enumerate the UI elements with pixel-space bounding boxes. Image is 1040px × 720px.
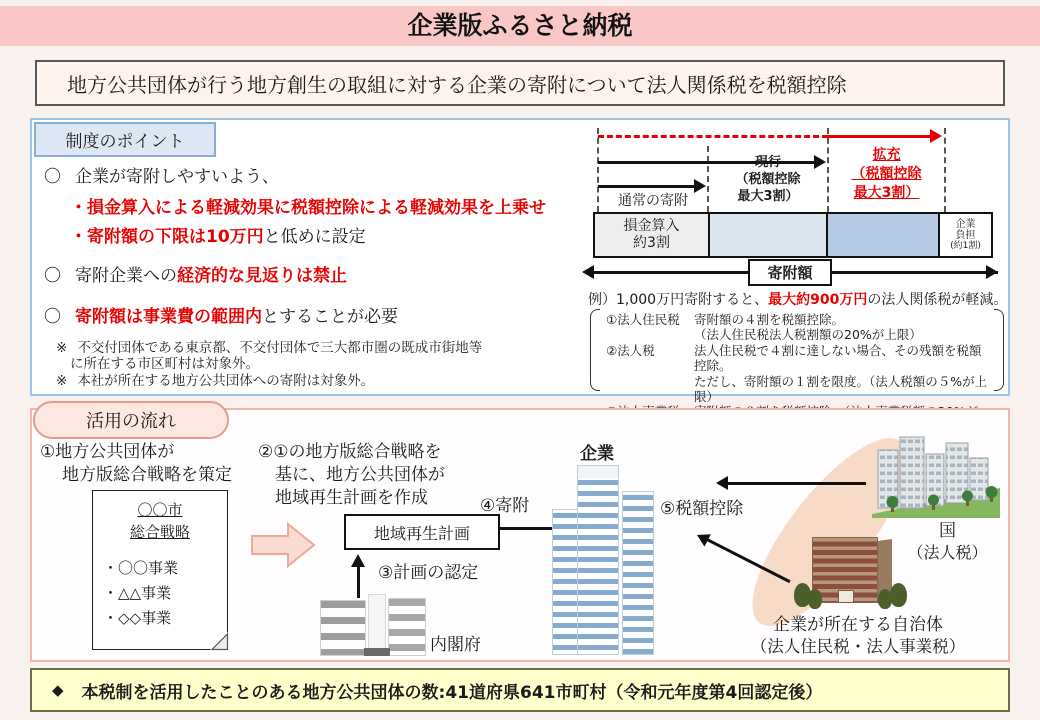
strategy-document bbox=[92, 490, 228, 650]
subtitle-box bbox=[35, 60, 1005, 106]
document-item: ・〇〇事業 bbox=[103, 559, 179, 577]
bullet-marker: 〇 bbox=[44, 167, 61, 187]
cabinet-office-building-illustration bbox=[316, 590, 428, 656]
bullet-2-red: 経済的な見返りは禁止 bbox=[177, 266, 347, 286]
bar-segment-expanded-credit bbox=[826, 214, 938, 256]
bar-segment-loss-inclusion: 損金算入 約3割 bbox=[595, 214, 708, 256]
point-sub-2 bbox=[70, 222, 366, 247]
document-strategy-title: 総合戦略 bbox=[129, 523, 190, 541]
municipality-tax-label: （法人住民税・法人事業税） bbox=[750, 637, 966, 656]
expansion-arrow-line bbox=[828, 135, 932, 138]
deduction-bar bbox=[593, 212, 993, 258]
nation-cityscape-illustration bbox=[872, 430, 1000, 518]
regional-plan-box: 地域再生計画 bbox=[344, 514, 500, 550]
note-marker: ※ bbox=[56, 373, 68, 389]
bracket-right bbox=[994, 309, 1004, 391]
certification-arrowhead-icon bbox=[351, 554, 365, 567]
donation-span-right-arrowhead-icon bbox=[986, 265, 998, 279]
note-marker: ※ bbox=[56, 340, 68, 356]
bullet-marker: 〇 bbox=[44, 266, 61, 286]
flow-section-label: 活用の流れ bbox=[33, 401, 229, 439]
flow-block-arrow-icon bbox=[250, 520, 316, 570]
document-item: ・△△事業 bbox=[103, 584, 172, 602]
normal-donation-label: 通常の寄附 bbox=[618, 193, 688, 209]
diamond-icon: ◆ bbox=[52, 681, 64, 699]
bullet-3-red: 寄附額は事業費の範囲内 bbox=[75, 307, 262, 327]
point-sub-1: ・損金算入による軽減効果に税額控除による軽減効果を上乗せ bbox=[70, 198, 546, 218]
document-item-list bbox=[103, 556, 227, 631]
bullet-3-rest: とすることが必要 bbox=[262, 307, 398, 327]
footer-bar bbox=[30, 668, 1010, 712]
subtitle-text: 地方公共団体が行う地方創生の取組に対する企業の寄附について法人関係税を税額控除 bbox=[67, 72, 847, 97]
expansion-label: 拡充 （税額控除 最大3割） bbox=[851, 147, 922, 201]
nation-tax-label: （法人税） bbox=[907, 543, 988, 562]
tax-notes bbox=[590, 309, 1004, 405]
bullet-marker: 〇 bbox=[44, 307, 61, 327]
flow-step-5-label: ⑤税額控除 bbox=[660, 499, 744, 519]
point-note-2 bbox=[56, 369, 374, 389]
expansion-arrow-dashed bbox=[598, 135, 828, 138]
nation-label: 国 bbox=[939, 521, 956, 541]
points-section-label: 制度のポイント bbox=[34, 122, 216, 157]
donation-span-left-arrowhead-icon bbox=[582, 265, 594, 279]
flow-step-3-label: ③計画の認定 bbox=[378, 563, 479, 583]
page-fold-icon bbox=[209, 631, 229, 651]
page-title: 企業版ふるさと納税 bbox=[407, 11, 633, 40]
page-header bbox=[0, 6, 1040, 46]
bar-segment-company-burden: 企業 負担 (約1割) bbox=[938, 214, 991, 256]
example-amount: 最大約900万円 bbox=[768, 292, 868, 308]
bullet-1-text: 企業が寄附しやすいよう、 bbox=[75, 167, 279, 187]
flow-step-4-label: ④寄附 bbox=[480, 496, 530, 516]
current-label: 現行 （税額控除 最大3割） bbox=[735, 155, 801, 204]
flow-step-2-line-1: ②①の地方版総合戦略を bbox=[258, 442, 442, 462]
document-item: ・◇◇事業 bbox=[103, 609, 172, 627]
tax-note-row: ②法人税 法人住民税で４割に達しない場合、その残額を税額控除。 ただし、寄附額の１割を限度。（法人税額の５%が上限） bbox=[606, 342, 988, 405]
company-label: 企業 bbox=[580, 444, 614, 464]
footer-text: 本税制を活用したことのある地方公共団体の数:41道府県641市町村（令和元年度第4回認定後） bbox=[81, 682, 823, 703]
example-line: 例）1,000万円寄附すると、最大約900万円の法人関係税が軽減。 bbox=[588, 292, 1008, 308]
note-2-text: 本社が所在する地方公共団体への寄附は対象外。 bbox=[77, 373, 375, 389]
document-city-title: 〇〇市 bbox=[137, 501, 183, 519]
point-sub-2-rest: と低めに設定 bbox=[263, 227, 366, 247]
donation-amount-label: 寄附額 bbox=[748, 259, 832, 286]
expansion-arrowhead-icon bbox=[930, 129, 942, 143]
company-building-illustration bbox=[552, 465, 656, 655]
tax-credit-arrow-nation-line bbox=[722, 482, 866, 485]
bar-segment-current-credit bbox=[708, 214, 826, 256]
tax-credit-arrow-nation-head-icon bbox=[716, 476, 728, 490]
point-bullet-2 bbox=[44, 261, 347, 286]
point-bullet-1 bbox=[44, 162, 279, 187]
point-note-1-line-2: に所在する市区町村は対象外。 bbox=[70, 356, 259, 372]
note-1-line-1: 不交付団体である東京都、不交付団体で三大都市圏の既成市街地等 bbox=[77, 340, 483, 356]
point-bullet-3 bbox=[44, 302, 398, 327]
municipality-label: 企業が所在する自治体 bbox=[773, 615, 943, 635]
normal-arrow-line bbox=[598, 185, 696, 188]
cabinet-office-label: 内閣府 bbox=[430, 635, 481, 655]
flow-step-2-line-3: 地域再生計画を作成 bbox=[275, 488, 428, 508]
point-sub-2-red: ・寄附額の下限は10万円 bbox=[70, 227, 264, 247]
flow-step-1-line-2: 地方版総合戦略を策定 bbox=[62, 465, 232, 485]
flow-step-2-line-2: 基に、地方公共団体が bbox=[275, 465, 445, 485]
municipality-building-illustration bbox=[800, 537, 904, 609]
bullet-2-pre: 寄附企業への bbox=[75, 266, 177, 286]
bracket-left bbox=[590, 309, 600, 391]
flow-step-1-line-1: ①地方公共団体が bbox=[40, 442, 175, 462]
tax-note-row: ①法人住民税 寄附額の４割を税額控除。 （法人住民税法人税割額の20%が上限） bbox=[606, 312, 922, 343]
